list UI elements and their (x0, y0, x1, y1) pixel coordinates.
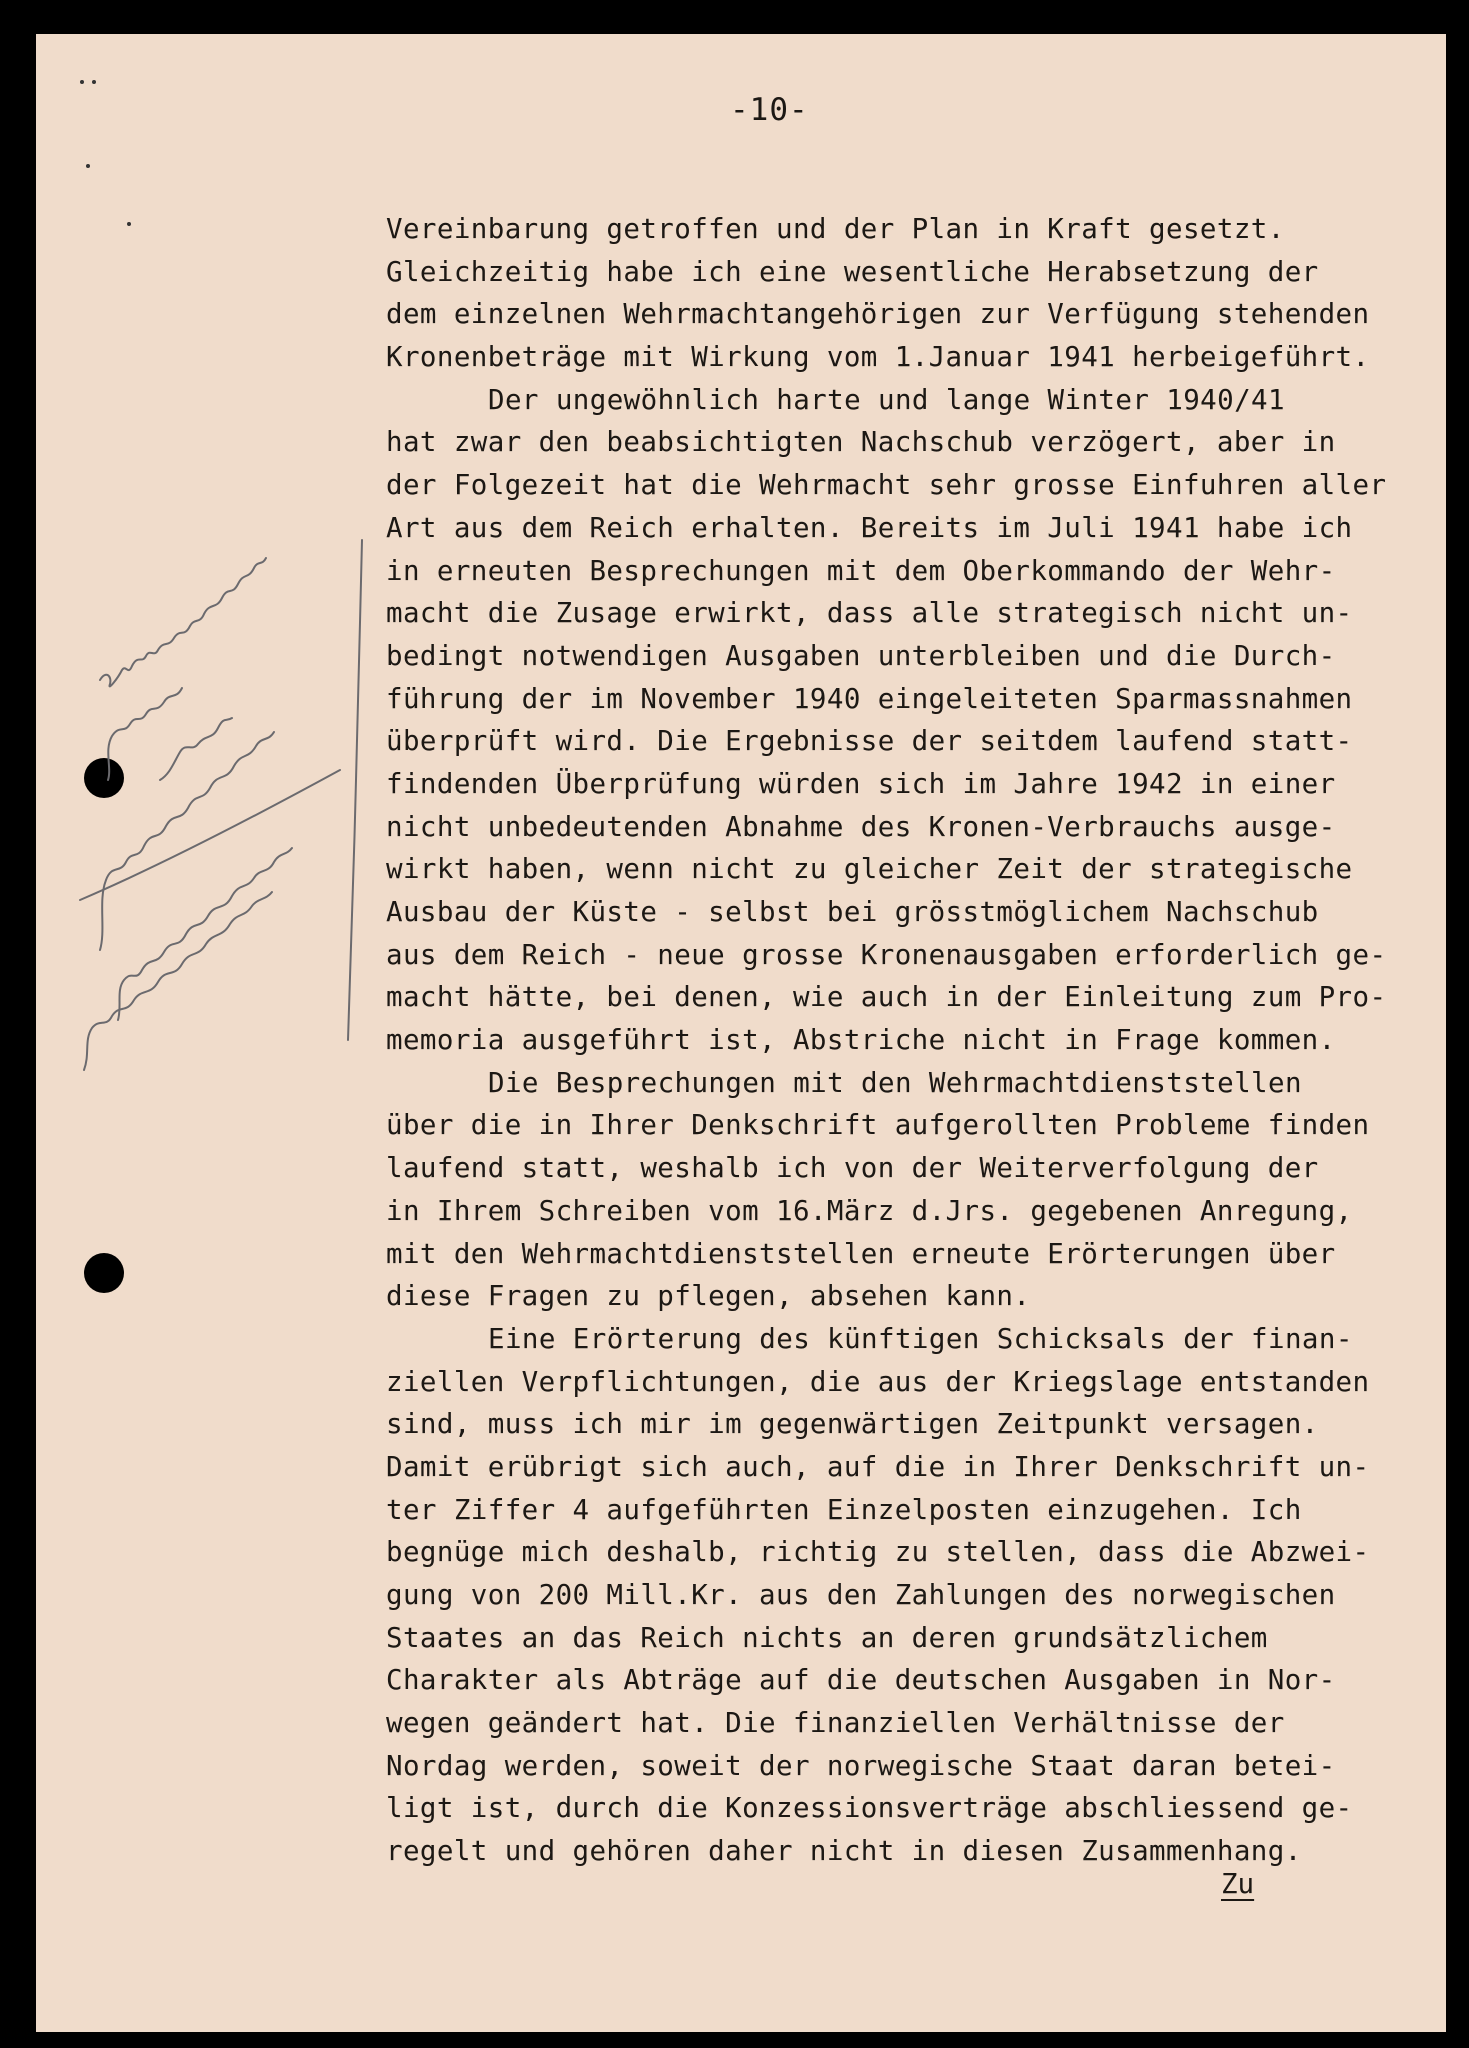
handwritten-margin-annotation (40, 480, 380, 1100)
text-line: ter Ziffer 4 aufgeführten Einzelposten einzugehen. Ich (386, 1493, 1302, 1526)
text-line: führung der im November 1940 eingeleiteten Sparmassnahmen (386, 682, 1353, 715)
scan-mark (127, 222, 131, 226)
text-line: bedingt notwendigen Ausgaben unterbleiben und die Durch- (386, 639, 1336, 672)
scan-mark (92, 80, 96, 84)
text-line: wegen geändert hat. Die finanziellen Verhältnisse der (386, 1707, 1285, 1740)
text-line: Gleichzeitig habe ich eine wesentliche Herabsetzung der (386, 255, 1319, 288)
text-line: der Folgezeit hat die Wehrmacht sehr grosse Einfuhren aller (386, 469, 1387, 502)
page-number: -10- (730, 92, 809, 128)
text-line: macht die Zusage erwirkt, dass alle strategisch nicht un- (386, 597, 1353, 630)
scan-mark (80, 80, 84, 84)
text-line: diese Fragen zu pflegen, absehen kann. (386, 1280, 1031, 1313)
text-line: aus dem Reich - neue grosse Kronenausgaben erforderlich ge- (386, 938, 1387, 971)
text-line: überprüft wird. Die Ergebnisse der seitdem laufend statt- (386, 725, 1353, 758)
text-line: ziellen Verpflichtungen, die aus der Kriegslage entstanden (386, 1365, 1370, 1398)
text-line: über die in Ihrer Denkschrift aufgerollten Probleme finden (386, 1109, 1370, 1142)
text-line: in Ihrem Schreiben vom 16.März d.Jrs. gegebenen Anregung, (386, 1194, 1353, 1227)
text-line: Charakter als Abträge auf die deutschen Ausgaben in Nor- (386, 1664, 1336, 1697)
text-line: gung von 200 Mill.Kr. aus den Zahlungen des norwegischen (386, 1579, 1336, 1611)
text-line: dem einzelnen Wehrmachtangehörigen zur Verfügung stehenden (386, 298, 1370, 331)
scan-mark (86, 164, 90, 168)
text-line: hat zwar den beabsichtigten Nachschub verzögert, aber in (386, 426, 1336, 459)
text-line: Nordag werden, soweit der norwegische Staat daran betei- (386, 1749, 1336, 1782)
text-line: Ausbau der Küste - selbst bei grösstmöglichem Nachschub (386, 896, 1319, 928)
text-line: laufend statt, weshalb ich von der Weiterverfolgung der (386, 1152, 1319, 1185)
text-line: Staates an das Reich nichts an deren grundsätzlichem (386, 1621, 1268, 1654)
paragraph-start-line: Der ungewöhnlich harte und lange Winter 1940/41 (488, 383, 1285, 416)
punch-hole (84, 1253, 124, 1293)
text-line: findenden Überprüfung würden sich im Jahre 1942 in einer (386, 767, 1336, 800)
text-line: regelt und gehören daher nicht in diesen Zusammenhang. (386, 1835, 1302, 1868)
paragraph-start-line: Die Besprechungen mit den Wehrmachtdienststellen (488, 1066, 1302, 1099)
paragraph-start-line: Eine Erörterung des künftigen Schicksals der finan- (488, 1322, 1353, 1355)
text-line: Vereinbarung getroffen und der Plan in Kraft gesetzt. (386, 213, 1285, 245)
text-line: Kronenbeträge mit Wirkung vom 1.Januar 1941 herbeigeführt. (386, 341, 1370, 374)
catchword: Zu (1221, 1868, 1255, 1900)
text-line: Art aus dem Reich erhalten. Bereits im Juli 1941 habe ich (386, 511, 1353, 544)
text-line: ligt ist, durch die Konzessionsverträge abschliessend ge- (386, 1792, 1353, 1825)
text-line: wirkt haben, wenn nicht zu gleicher Zeit der strategische (386, 853, 1353, 886)
text-line: macht hätte, bei denen, wie auch in der Einleitung zum Pro- (386, 981, 1387, 1014)
text-line: in erneuten Besprechungen mit dem Oberkommando der Wehr- (386, 554, 1336, 587)
text-line: Damit erübrigt sich auch, auf die in Ihrer Denkschrift un- (386, 1450, 1370, 1483)
text-line: sind, muss ich mir im gegenwärtigen Zeitpunkt versagen. (386, 1408, 1319, 1441)
text-line: mit den Wehrmachtdienststellen erneute Erörterungen über (386, 1237, 1336, 1270)
letter-body (386, 208, 1426, 1873)
text-line: begnüge mich deshalb, richtig zu stellen, dass die Abzwei- (386, 1536, 1370, 1569)
text-line: memoria ausgeführt ist, Abstriche nicht in Frage kommen. (386, 1024, 1336, 1057)
text-line: nicht unbedeutenden Abnahme des Kronen-Verbrauchs ausge- (386, 810, 1336, 843)
